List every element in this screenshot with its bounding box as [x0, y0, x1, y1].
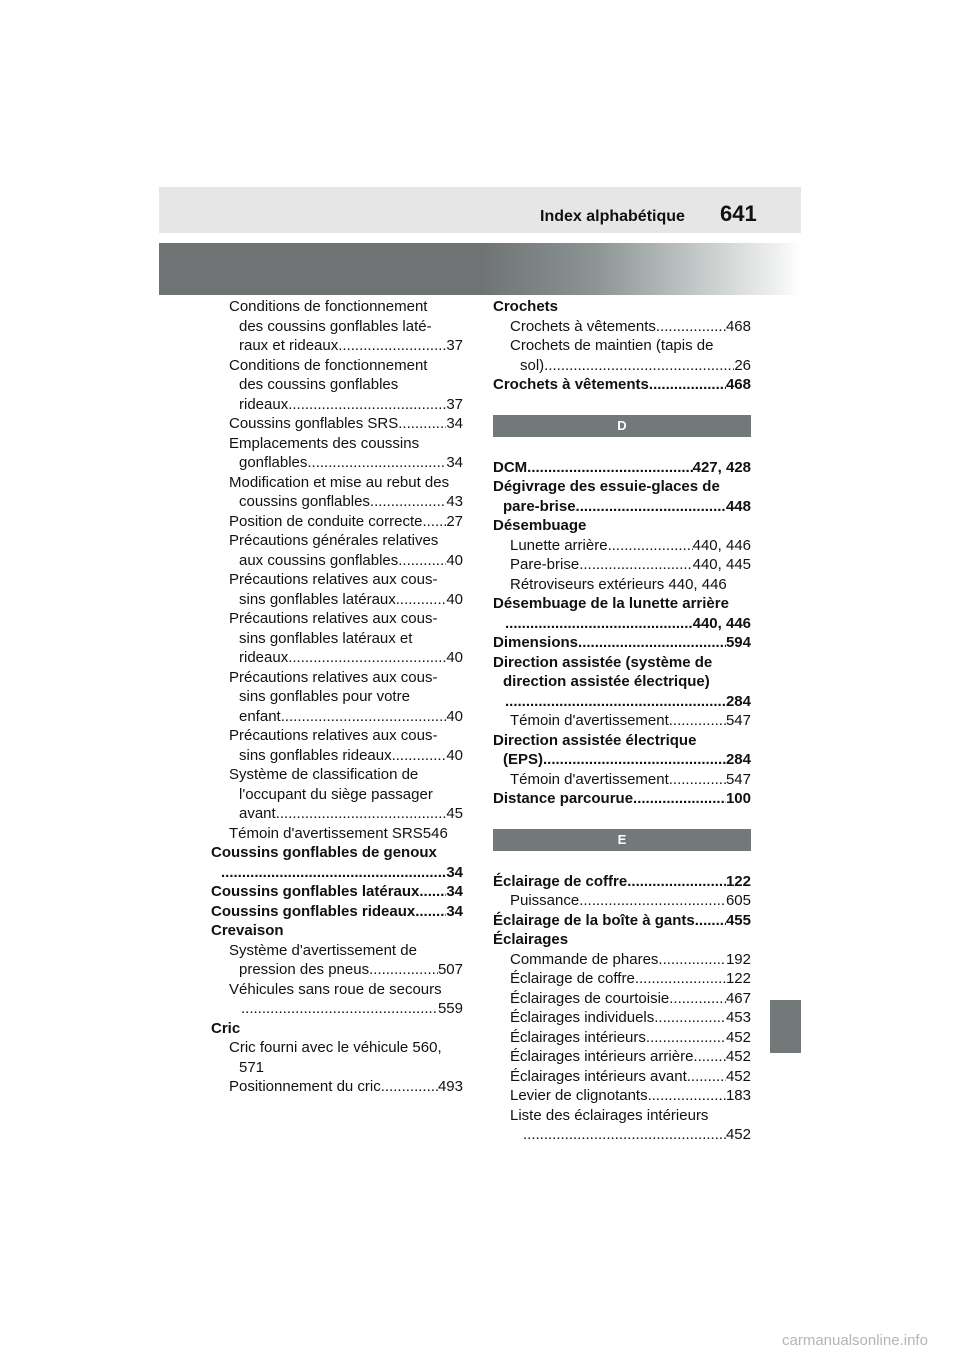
header-band — [159, 187, 801, 233]
leader-dots — [523, 1125, 726, 1145]
entry-label: gonflables — [239, 454, 308, 471]
page-header-title: Index alphabétique — [540, 208, 685, 225]
index-subentry — [493, 950, 751, 970]
page-reference: 452 — [725, 1067, 751, 1085]
index-subentry — [211, 707, 463, 727]
entry-label: Coussins gonflables rideaux — [211, 902, 416, 920]
index-subentry — [493, 1086, 751, 1106]
index-entry — [493, 750, 751, 770]
leader-dots — [669, 711, 726, 731]
leader-dots — [381, 1077, 438, 1097]
index-subentry — [211, 336, 463, 356]
leader-dots — [608, 536, 693, 556]
page-reference: 34 — [446, 415, 463, 432]
entry-label: Position de conduite correcte — [229, 512, 423, 530]
entry-label: Témoin d'avertissement — [510, 712, 669, 729]
page-reference: 100 — [725, 790, 751, 807]
page-reference: 45 — [446, 805, 463, 822]
index-entry — [211, 863, 463, 883]
entry-label: Lunette arrière — [510, 536, 608, 554]
page-reference: 284 — [725, 751, 751, 768]
leader-dots — [419, 882, 446, 902]
page-reference: 37 — [446, 337, 463, 354]
index-subentry — [211, 960, 463, 980]
entry-label: Crochets à vêtements — [493, 376, 649, 393]
index-subentry — [493, 555, 751, 575]
index-subentry — [493, 356, 751, 376]
page-reference: 467 — [725, 989, 751, 1007]
index-entry — [493, 633, 751, 653]
page-reference: 27 — [446, 512, 463, 530]
index-subentry — [493, 1125, 751, 1145]
page-reference: 559 — [437, 1000, 463, 1017]
index-subentry: sins gonflables latéraux et — [239, 629, 413, 647]
entry-label: rideaux — [239, 649, 289, 666]
page-reference: 547 — [725, 770, 751, 788]
page-reference: 440, 446 — [692, 614, 751, 632]
index-subentry: Précautions relatives aux cous- — [229, 571, 438, 588]
entry-label: Crochets à vêtements — [510, 317, 656, 335]
page-reference: 493 — [437, 1078, 463, 1095]
entry-label: sins gonflables latéraux — [239, 590, 396, 608]
index-subentry: Emplacements des coussins — [229, 434, 420, 452]
leader-dots — [392, 746, 447, 766]
page-reference: 40 — [446, 551, 463, 569]
index-subentry — [493, 317, 751, 337]
page-reference: 284 — [725, 692, 751, 710]
index-subentry: Système d'avertissement de — [229, 941, 417, 959]
page-reference: 507 — [437, 961, 463, 978]
index-subentry — [493, 711, 751, 731]
index-heading: Direction assistée (système de — [493, 653, 713, 671]
index-subentry — [211, 804, 463, 824]
entry-label: Éclairage de coffre — [493, 872, 628, 890]
index-subentry — [493, 536, 751, 556]
index-subentry — [493, 969, 751, 989]
page-reference: 122 — [725, 970, 751, 987]
index-subentry — [211, 453, 463, 473]
leader-dots — [654, 1008, 726, 1028]
entry-label: Éclairages intérieurs arrière — [510, 1048, 694, 1065]
index-subentry: Précautions générales relatives — [229, 532, 439, 549]
entry-label: Pare-brise — [510, 556, 580, 573]
page-reference: 37 — [446, 395, 463, 413]
leader-dots — [398, 551, 446, 571]
section-letter: E — [493, 829, 751, 851]
page-reference: 547 — [725, 712, 751, 729]
page-reference: 122 — [725, 872, 751, 890]
index-column-right — [493, 297, 751, 1145]
page-reference: 40 — [446, 746, 463, 764]
entry-label: Distance parcourue — [493, 790, 634, 807]
section-letter: D — [493, 415, 751, 437]
leader-dots — [648, 1086, 726, 1106]
entry-label: Levier de clignotants — [510, 1087, 648, 1104]
leader-dots — [579, 555, 692, 575]
page-reference: 34 — [446, 883, 463, 900]
leader-dots — [338, 336, 446, 356]
leader-dots — [658, 950, 726, 970]
page-reference: 448 — [725, 497, 751, 515]
index-heading: Éclairages — [493, 931, 569, 948]
leader-dots — [649, 375, 726, 395]
page-reference: 40 — [446, 649, 463, 666]
index-subentry — [211, 395, 463, 415]
index-subentry: Précautions relatives aux cous- — [229, 668, 438, 686]
leader-dots — [693, 1047, 726, 1067]
index-entry — [493, 789, 751, 809]
leader-dots — [505, 614, 693, 634]
leader-dots — [656, 317, 726, 337]
leader-dots — [422, 512, 446, 532]
leader-dots — [669, 989, 726, 1009]
index-subentry — [211, 551, 463, 571]
index-entry — [493, 497, 751, 517]
entry-label: Éclairages de courtoisie — [510, 989, 670, 1007]
entry-label: Commande de phares — [510, 950, 659, 968]
index-subentry: Modification et mise au rebut des — [229, 473, 450, 491]
page-reference: 468 — [725, 376, 751, 393]
page-reference: 34 — [446, 454, 463, 471]
index-subentry — [211, 648, 463, 668]
index-heading: Direction assistée électrique — [493, 731, 697, 749]
page-reference: 452 — [725, 1048, 751, 1065]
page-reference: 440, 446 — [692, 536, 751, 554]
page-reference: 427, 428 — [692, 458, 751, 476]
page-reference: 453 — [725, 1009, 751, 1026]
page-reference: 594 — [725, 634, 751, 651]
entry-label: enfant — [239, 707, 281, 725]
index-subentry: Liste des éclairages intérieurs — [510, 1106, 709, 1124]
index-heading: direction assistée électrique) — [503, 673, 710, 690]
index-subentry — [493, 770, 751, 790]
index-entry — [493, 872, 751, 892]
index-heading: Crevaison — [211, 922, 284, 939]
index-entry — [211, 882, 463, 902]
index-column-left — [211, 297, 463, 1097]
leader-dots — [687, 1067, 726, 1087]
leader-dots — [578, 633, 726, 653]
page-reference: 183 — [725, 1087, 751, 1104]
index-heading: Dégivrage des essuie-glaces de — [493, 478, 720, 495]
index-subentry: des coussins gonflables — [239, 376, 399, 393]
leader-dots — [544, 356, 734, 376]
index-subentry — [493, 575, 751, 595]
leader-dots — [415, 902, 446, 922]
index-entry — [493, 911, 751, 931]
entry-label: (EPS) — [503, 751, 544, 768]
entry-label: aux coussins gonflables — [239, 551, 399, 569]
leader-dots — [576, 497, 726, 517]
page-reference: 455 — [725, 911, 751, 929]
index-subentry — [211, 999, 463, 1019]
index-subentry: Système de classification de — [229, 766, 419, 783]
leader-dots — [527, 458, 692, 478]
index-subentry — [493, 1028, 751, 1048]
index-subentry — [211, 746, 463, 766]
leader-dots — [627, 872, 726, 892]
page-reference: 34 — [446, 863, 463, 881]
page-number: 641 — [720, 201, 757, 226]
entry-label: avant — [239, 805, 276, 822]
page-reference: 452 — [725, 1126, 751, 1143]
leader-dots — [543, 750, 726, 770]
leader-dots — [221, 863, 446, 883]
entry-label: Éclairages intérieurs avant — [510, 1067, 687, 1085]
index-subentry: Cric fourni avec le véhicule 560, — [229, 1039, 442, 1056]
entry-label: sol) — [520, 356, 545, 374]
leader-dots — [633, 789, 726, 809]
entry-label: Éclairage de coffre — [510, 970, 635, 987]
leader-dots — [635, 969, 726, 989]
leader-dots — [579, 891, 726, 911]
leader-dots — [370, 492, 446, 512]
leader-dots — [398, 414, 446, 434]
page-reference: 40 — [446, 590, 463, 608]
index-subentry — [211, 1077, 463, 1097]
index-entry — [493, 614, 751, 634]
entry-label: Témoin d'avertissement — [510, 770, 669, 788]
index-subentry: sins gonflables pour votre — [239, 688, 410, 705]
page-reference: 440, 445 — [692, 556, 751, 573]
leader-dots — [288, 395, 446, 415]
entry-label: Coussins gonflables latéraux — [211, 883, 420, 900]
entry-label: coussins gonflables — [239, 493, 370, 510]
leader-dots — [669, 770, 726, 790]
leader-dots — [307, 453, 446, 473]
entry-label: Éclairages individuels — [510, 1009, 655, 1026]
index-subentry: Conditions de fonctionnement — [229, 356, 428, 374]
entry-label: raux et rideaux — [239, 337, 339, 354]
index-subentry — [211, 512, 463, 532]
page-reference: 546 — [422, 824, 448, 842]
entry-label: pare-brise — [503, 497, 576, 515]
leader-dots — [505, 692, 726, 712]
index-subentry: Conditions de fonctionnement — [229, 298, 428, 315]
index-subentry — [211, 824, 463, 844]
page-reference: 452 — [725, 1028, 751, 1046]
leader-dots — [276, 804, 447, 824]
index-subentry: Crochets de maintien (tapis de — [510, 337, 714, 354]
index-subentry — [211, 590, 463, 610]
index-subentry: Précautions relatives aux cous- — [229, 727, 438, 744]
index-entry — [211, 902, 463, 922]
entry-label: Positionnement du cric — [229, 1078, 381, 1095]
index-subentry: des coussins gonflables laté- — [239, 317, 432, 335]
page-reference: 26 — [734, 356, 751, 374]
index-subentry: 571 — [239, 1058, 265, 1076]
index-subentry — [493, 1047, 751, 1067]
index-heading: Cric — [211, 1019, 241, 1037]
leader-dots — [369, 960, 438, 980]
chapter-side-tab — [770, 1000, 801, 1053]
index-heading: Crochets — [493, 298, 559, 315]
index-subentry: Précautions relatives aux cous- — [229, 610, 438, 627]
entry-label: Éclairage de la boîte à gants — [493, 911, 695, 929]
index-subentry: l'occupant du siège passager — [239, 785, 433, 803]
entry-label: pression des pneus — [239, 961, 370, 978]
index-heading: Coussins gonflables de genoux — [211, 844, 437, 861]
index-subentry — [211, 492, 463, 512]
page-reference: 43 — [446, 493, 463, 510]
leader-dots — [695, 911, 726, 931]
entry-label: Éclairages intérieurs — [510, 1028, 646, 1046]
index-entry — [493, 692, 751, 712]
page-reference: 468 — [725, 317, 751, 335]
entry-label: Dimensions — [493, 634, 579, 651]
entry-label: DCM — [493, 458, 528, 476]
section-divider — [493, 415, 751, 437]
section-divider — [493, 829, 751, 851]
leader-dots — [396, 590, 447, 610]
index-subentry — [211, 414, 463, 434]
page-reference: 40 — [446, 707, 463, 725]
entry-label: sins gonflables rideaux — [239, 746, 392, 764]
entry-label: rideaux — [239, 395, 289, 413]
entry-label: Témoin d'avertissement SRS — [229, 824, 423, 842]
entry-label: Coussins gonflables SRS — [229, 415, 399, 432]
watermark: carmanualsonline.info — [782, 1332, 928, 1349]
page-reference: 192 — [725, 950, 751, 968]
leader-dots — [288, 648, 446, 668]
index-subentry — [493, 891, 751, 911]
index-subentry — [493, 1008, 751, 1028]
leader-dots — [281, 707, 447, 727]
page-reference: 34 — [446, 902, 463, 920]
index-subentry: Véhicules sans roue de secours — [229, 980, 442, 998]
page-reference: 605 — [725, 892, 751, 909]
entry-label: Rétroviseurs extérieurs 440, 446 — [510, 575, 727, 593]
index-entry — [493, 375, 751, 395]
index-heading: Désembuage de la lunette arrière — [493, 595, 729, 612]
entry-label: Puissance — [510, 892, 580, 909]
leader-dots — [646, 1028, 726, 1048]
index-subentry — [493, 1067, 751, 1087]
leader-dots — [241, 999, 438, 1019]
index-heading: Désembuage — [493, 517, 587, 534]
index-entry — [493, 458, 751, 478]
header-gradient-band — [159, 243, 801, 295]
index-subentry — [493, 989, 751, 1009]
